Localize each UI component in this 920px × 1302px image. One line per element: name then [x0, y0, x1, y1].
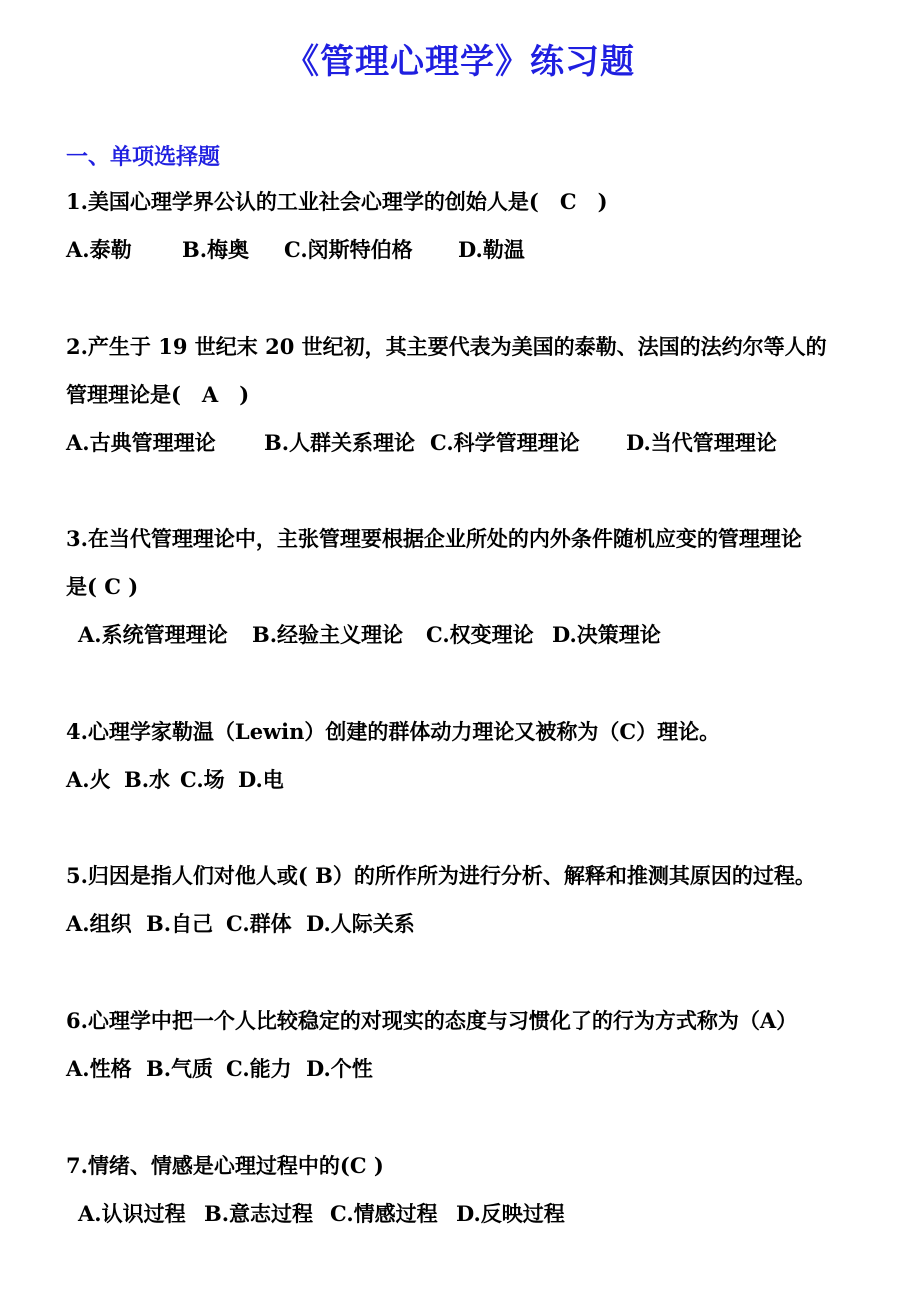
- question-3-text-line-1: 3.在当代管理理论中，主张管理要根据企业所处的内外条件随机应变的管理理论: [66, 526, 802, 551]
- question-2-text-line-1: 2.产生于 19 世纪末 20 世纪初，其主要代表为美国的泰勒、法国的法约尔等人的: [66, 334, 827, 359]
- option-c: C.情感过程: [330, 1201, 438, 1226]
- option-c: C.闵斯特伯格: [284, 237, 413, 262]
- option-d: D.当代管理理论: [626, 430, 777, 455]
- question-1-text: 1.美国心理学界公认的工业社会心理学的创始人是( C ): [66, 189, 608, 214]
- question-4-options: [66, 766, 284, 794]
- question-2-text-line-2: 管理理论是( A ): [66, 382, 250, 407]
- option-d: D.勒温: [458, 237, 525, 262]
- option-c: C.能力: [226, 1056, 292, 1081]
- option-b: B.水: [124, 767, 171, 792]
- question-6-options: [66, 1055, 373, 1083]
- document-title: 《管理心理学》练习题: [285, 42, 635, 82]
- option-a: A.系统管理理论: [78, 622, 228, 647]
- option-b: B.梅奥: [182, 237, 250, 262]
- option-c: C.群体: [226, 911, 292, 936]
- option-c: C.场: [180, 767, 225, 792]
- option-d: D.电: [238, 767, 284, 792]
- option-b: B.经验主义理论: [252, 622, 404, 647]
- option-d: D.个性: [306, 1056, 373, 1081]
- question-1-options: [66, 236, 525, 264]
- question-6-text: 6.心理学中把一个人比较稳定的对现实的态度与习惯化了的行为方式称为（A）: [66, 1008, 798, 1033]
- option-c: C.科学管理理论: [430, 430, 580, 455]
- option-b: B.意志过程: [204, 1201, 314, 1226]
- section-heading: 一、单项选择题: [66, 144, 221, 170]
- question-3-options: [78, 621, 661, 649]
- option-a: A.泰勒: [66, 237, 132, 262]
- option-a: A.认识过程: [78, 1201, 186, 1226]
- question-2-options: [66, 429, 777, 457]
- option-a: A.组织: [66, 911, 132, 936]
- option-a: A.性格: [66, 1056, 132, 1081]
- question-5-options: [66, 910, 415, 938]
- question-4-text: 4.心理学家勒温（Lewin）创建的群体动力理论又被称为（C）理论。: [66, 719, 721, 744]
- option-b: B.气质: [146, 1056, 214, 1081]
- option-d: D.人际关系: [306, 911, 415, 936]
- question-5-text: 5.归因是指人们对他人或( B）的所作所为进行分析、解释和推测其原因的过程。: [66, 863, 816, 888]
- option-c: C.权变理论: [426, 622, 534, 647]
- option-d: D.决策理论: [552, 622, 661, 647]
- option-d: D.反映过程: [456, 1201, 565, 1226]
- option-b: B.自己: [146, 911, 214, 936]
- question-7-options: [78, 1200, 565, 1228]
- option-a: A.火: [66, 767, 111, 792]
- option-a: A.古典管理理论: [66, 430, 216, 455]
- question-7-text: 7.情绪、情感是心理过程中的(C ): [66, 1153, 384, 1178]
- question-3-text-line-2: 是( C ): [66, 574, 139, 599]
- option-b: B.人群关系理论: [264, 430, 416, 455]
